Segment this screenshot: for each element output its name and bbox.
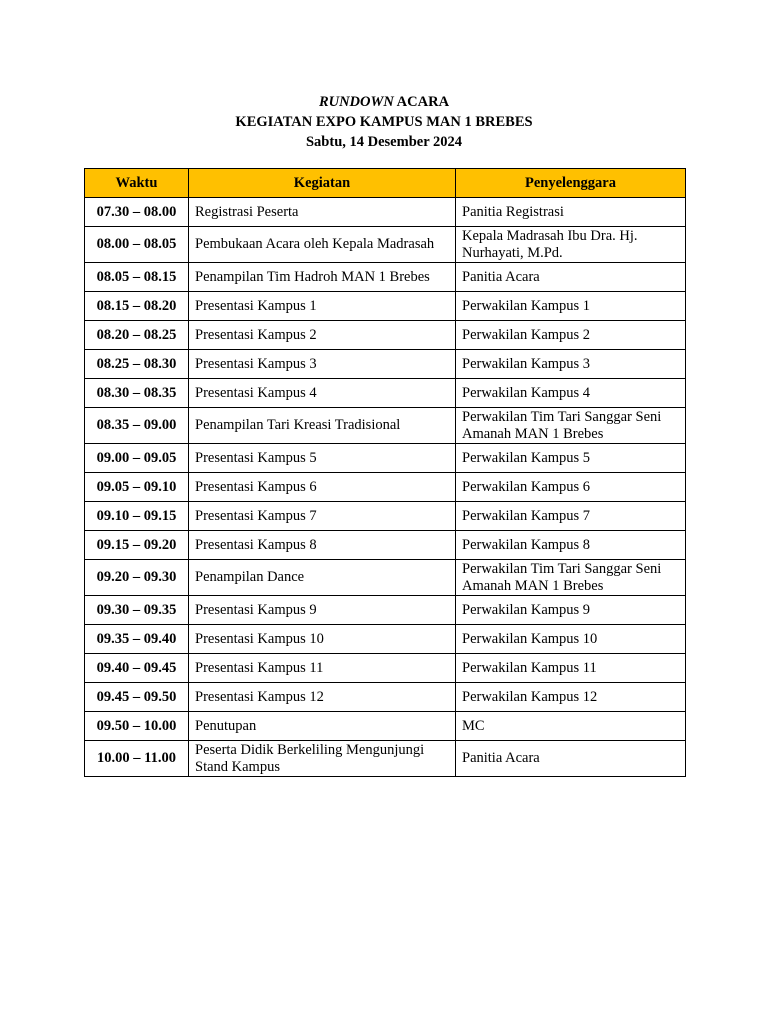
table-row [85, 560, 686, 596]
activity-cell: Presentasi Kampus 5 [189, 444, 456, 473]
activity-cell: Presentasi Kampus 6 [189, 473, 456, 502]
organizer-cell: Perwakilan Kampus 1 [456, 292, 686, 321]
organizer-cell: Panitia Registrasi [456, 198, 686, 227]
organizer-cell: Perwakilan Kampus 11 [456, 654, 686, 683]
activity-cell: Presentasi Kampus 9 [189, 596, 456, 625]
rundown-table [84, 168, 686, 777]
organizer-cell: Perwakilan Kampus 6 [456, 473, 686, 502]
table-row [85, 531, 686, 560]
activity-cell: Presentasi Kampus 7 [189, 502, 456, 531]
activity-cell: Presentasi Kampus 12 [189, 683, 456, 712]
table-row [85, 654, 686, 683]
activity-cell: Presentasi Kampus 1 [189, 292, 456, 321]
activity-cell: Penampilan Tari Kreasi Tradisional [189, 408, 456, 444]
organizer-cell: Perwakilan Tim Tari Sanggar Seni Amanah MAN 1 Brebes [456, 408, 686, 444]
time-cell: 09.40 – 09.45 [85, 654, 189, 683]
time-cell: 09.50 – 10.00 [85, 712, 189, 741]
table-row [85, 408, 686, 444]
table-row [85, 473, 686, 502]
activity-cell: Peserta Didik Berkeliling Mengunjungi Stand Kampus [189, 741, 456, 777]
column-header-penyelenggara: Penyelenggara [456, 169, 686, 198]
time-cell: 09.00 – 09.05 [85, 444, 189, 473]
table-row [85, 741, 686, 777]
table-row [85, 712, 686, 741]
table-row [85, 502, 686, 531]
time-cell: 09.45 – 09.50 [85, 683, 189, 712]
activity-cell: Presentasi Kampus 11 [189, 654, 456, 683]
document-title-italic: RUNDOWN [318, 94, 394, 110]
time-cell: 09.20 – 09.30 [85, 560, 189, 596]
table-row [85, 625, 686, 654]
activity-cell: Penampilan Dance [189, 560, 456, 596]
time-cell: 10.00 – 11.00 [85, 741, 189, 777]
table-row [85, 379, 686, 408]
time-cell: 08.35 – 09.00 [85, 408, 189, 444]
document-title-rest: ACARA [393, 94, 450, 110]
time-cell: 09.05 – 09.10 [85, 473, 189, 502]
activity-cell: Presentasi Kampus 4 [189, 379, 456, 408]
organizer-cell: Perwakilan Kampus 9 [456, 596, 686, 625]
activity-cell: Registrasi Peserta [189, 198, 456, 227]
table-header-row [85, 169, 686, 198]
time-cell: 08.05 – 08.15 [85, 263, 189, 292]
activity-cell: Penampilan Tim Hadroh MAN 1 Brebes [189, 263, 456, 292]
activity-cell: Presentasi Kampus 3 [189, 350, 456, 379]
organizer-cell: Perwakilan Kampus 5 [456, 444, 686, 473]
activity-cell: Presentasi Kampus 8 [189, 531, 456, 560]
document-subtitle: KEGIATAN EXPO KAMPUS MAN 1 BREBES [235, 114, 533, 130]
organizer-cell: Perwakilan Kampus 4 [456, 379, 686, 408]
time-cell: 07.30 – 08.00 [85, 198, 189, 227]
organizer-cell: Perwakilan Kampus 10 [456, 625, 686, 654]
organizer-cell: MC [456, 712, 686, 741]
time-cell: 09.35 – 09.40 [85, 625, 189, 654]
organizer-cell: Perwakilan Kampus 8 [456, 531, 686, 560]
table-header [85, 169, 686, 198]
table-row [85, 321, 686, 350]
time-cell: 09.10 – 09.15 [85, 502, 189, 531]
activity-cell: Penutupan [189, 712, 456, 741]
table-row [85, 596, 686, 625]
organizer-cell: Perwakilan Kampus 7 [456, 502, 686, 531]
organizer-cell: Perwakilan Tim Tari Sanggar Seni Amanah MAN 1 Brebes [456, 560, 686, 596]
table-row [85, 227, 686, 263]
table-row [85, 198, 686, 227]
organizer-cell: Panitia Acara [456, 741, 686, 777]
time-cell: 08.15 – 08.20 [85, 292, 189, 321]
table-row [85, 263, 686, 292]
table-row [85, 292, 686, 321]
document-header [0, 92, 768, 152]
document-date: Sabtu, 14 Desember 2024 [305, 134, 462, 150]
activity-cell: Presentasi Kampus 2 [189, 321, 456, 350]
organizer-cell: Perwakilan Kampus 12 [456, 683, 686, 712]
table-row [85, 444, 686, 473]
activity-cell: Presentasi Kampus 10 [189, 625, 456, 654]
organizer-cell: Perwakilan Kampus 3 [456, 350, 686, 379]
time-cell: 08.20 – 08.25 [85, 321, 189, 350]
time-cell: 08.00 – 08.05 [85, 227, 189, 263]
organizer-cell: Panitia Acara [456, 263, 686, 292]
table-row [85, 350, 686, 379]
time-cell: 09.15 – 09.20 [85, 531, 189, 560]
document-title [0, 92, 768, 112]
time-cell: 09.30 – 09.35 [85, 596, 189, 625]
organizer-cell: Perwakilan Kampus 2 [456, 321, 686, 350]
activity-cell: Pembukaan Acara oleh Kepala Madrasah [189, 227, 456, 263]
column-header-waktu: Waktu [85, 169, 189, 198]
table-body [85, 198, 686, 777]
time-cell: 08.30 – 08.35 [85, 379, 189, 408]
column-header-kegiatan: Kegiatan [189, 169, 456, 198]
table-row [85, 683, 686, 712]
time-cell: 08.25 – 08.30 [85, 350, 189, 379]
organizer-cell: Kepala Madrasah Ibu Dra. Hj. Nurhayati, M.Pd. [456, 227, 686, 263]
